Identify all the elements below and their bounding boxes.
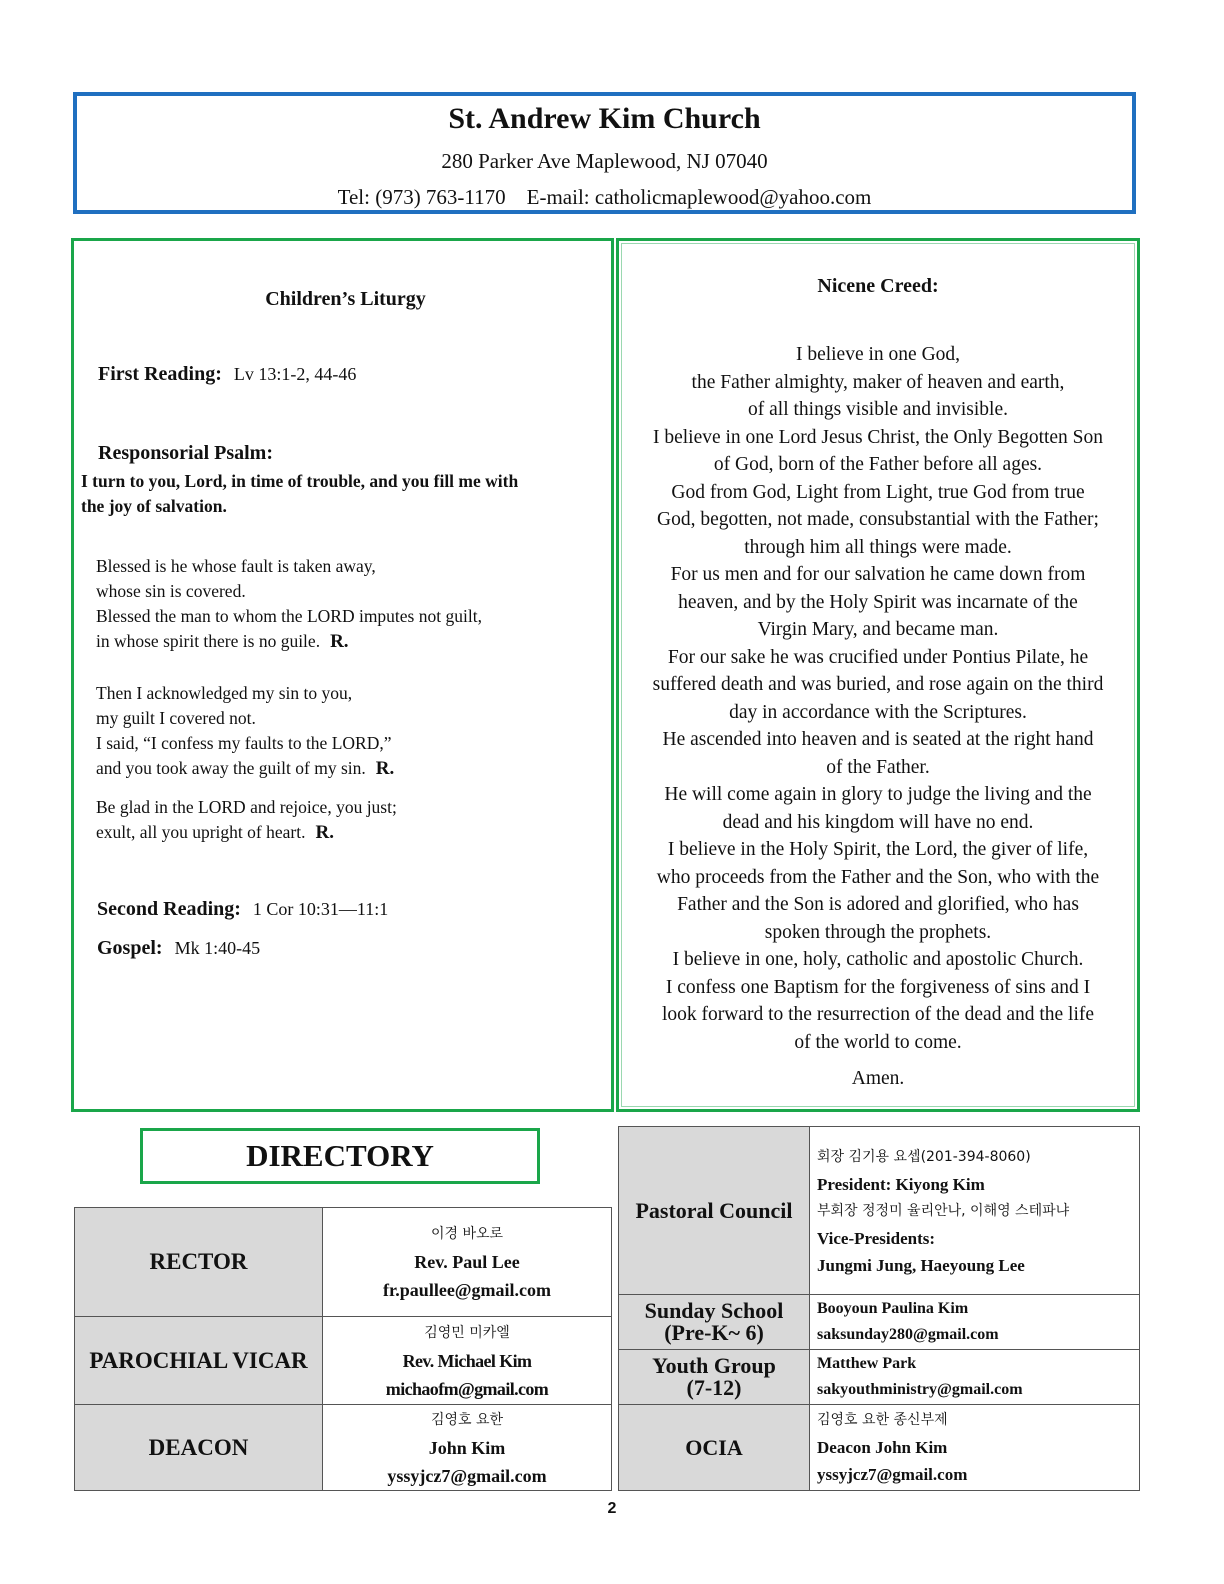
- table-row: [619, 1127, 1140, 1295]
- church-address: 280 Parker Ave Maplewood, NJ 07040: [441, 149, 768, 173]
- table-row: [619, 1350, 1140, 1405]
- contact-email: saksunday280@gmail.com: [817, 1326, 999, 1343]
- psalm-line: [96, 820, 397, 845]
- korean-name: 부회장 정정미 율리안나, 이해영 스테파냐: [817, 1203, 1070, 1219]
- nicene-creed-box: [616, 238, 1140, 1112]
- gospel-ref: Mk 1:40-45: [174, 938, 261, 958]
- contact-cell: [810, 1295, 1140, 1350]
- directory-clergy-table: [74, 1207, 612, 1491]
- creed-line: Father and the Son is adored and glorified, who has: [677, 894, 1079, 915]
- contact-name: Deacon John Kim: [817, 1438, 948, 1457]
- contact-line: Jungmi Jung, Haeyoung Lee: [817, 1256, 1025, 1275]
- response-mark: R.: [330, 631, 349, 652]
- creed-amen: Amen.: [851, 1068, 905, 1089]
- role-label: Sunday School: [644, 1298, 784, 1323]
- role-deacon: DEACON: [75, 1405, 323, 1491]
- creed-line: I believe in the Holy Spirit, the Lord, the giver of life,: [667, 839, 1089, 860]
- contact-name: John Kim: [428, 1437, 506, 1458]
- creed-line: spoken through the prophets.: [764, 921, 992, 943]
- creed-line: dead and his kingdom will have no end.: [722, 811, 1034, 833]
- creed-line: He will come again in glory to judge the living and the: [664, 784, 1092, 805]
- contact-cell: [323, 1405, 612, 1491]
- creed-line: through him all things were made.: [744, 536, 1012, 558]
- psalm-stanza-1: [96, 554, 482, 654]
- first-reading: [98, 363, 356, 386]
- gospel-label: Gospel:: [97, 937, 163, 959]
- directory-heading: DIRECTORY: [140, 1128, 540, 1184]
- contact-email: yssyjcz7@gmail.com: [387, 1465, 547, 1486]
- psalm-line: my guilt I covered not.: [96, 708, 256, 728]
- korean-name: 김영호 요한: [430, 1411, 504, 1428]
- role-sublabel: (7-12): [686, 1375, 742, 1400]
- creed-line: He ascended into heaven and is seated at the right hand: [662, 729, 1094, 750]
- psalm-line: Then I acknowledged my sin to you,: [96, 683, 353, 703]
- creed-line: day in accordance with the Scriptures.: [729, 701, 1027, 723]
- role-sunday-school: [619, 1295, 810, 1350]
- gospel: [97, 937, 260, 960]
- creed-line: look forward to the resurrection of the dead and the life: [661, 1004, 1095, 1025]
- psalm-response: [81, 469, 518, 519]
- psalm-stanza-2: [96, 681, 394, 781]
- creed-title: Nicene Creed:: [817, 275, 939, 297]
- role-rector: RECTOR: [75, 1208, 323, 1317]
- role-pastoral-council: Pastoral Council: [619, 1127, 810, 1295]
- creed-line: God, begotten, not made, consubstantial with the Father;: [657, 509, 1099, 530]
- creed-line: of the Father.: [826, 756, 930, 778]
- second-reading-label: Second Reading:: [97, 898, 241, 920]
- creed-line: the Father almighty, maker of heaven and earth,: [691, 371, 1065, 393]
- psalm-line: Be glad in the LORD and rejoice, you just;: [96, 797, 397, 817]
- creed-line: of the world to come.: [794, 1031, 962, 1053]
- contact-cell: [810, 1350, 1140, 1405]
- table-row: [75, 1208, 612, 1317]
- psalm-stanza-3: [96, 795, 397, 845]
- psalm-line: whose sin is covered.: [96, 581, 246, 601]
- creed-line: God from God, Light from Light, true God from true: [671, 481, 1085, 503]
- creed-line: Virgin Mary, and became man.: [757, 619, 999, 640]
- contact-line: President: Kiyong Kim: [817, 1175, 985, 1194]
- liturgy-title: Children’s Liturgy: [265, 288, 426, 310]
- creed-line: I believe in one, holy, catholic and apostolic Church.: [672, 949, 1084, 970]
- first-reading-label: First Reading:: [98, 363, 222, 385]
- korean-name: 김영민 미카엘: [424, 1324, 510, 1341]
- table-row: [619, 1295, 1140, 1350]
- psalm-line: [96, 756, 394, 781]
- creed-text: [619, 341, 1137, 1056]
- contact-email: fr.paullee@gmail.com: [382, 1280, 552, 1300]
- creed-line: For our sake he was crucified under Pontius Pilate, he: [667, 646, 1089, 668]
- second-reading: [97, 898, 388, 921]
- contact-name: Rev. Michael Kim: [402, 1350, 532, 1371]
- creed-line: suffered death and was buried, and rose again on the third: [652, 674, 1104, 695]
- contact-email: michaofm@gmail.com: [385, 1378, 549, 1399]
- role-sublabel: (Pre-K~ 6): [664, 1320, 764, 1345]
- childrens-liturgy-box: [71, 238, 614, 1112]
- contact-cell: [323, 1317, 612, 1405]
- response-mark: R.: [315, 822, 334, 843]
- contact-name: Matthew Park: [817, 1355, 917, 1372]
- creed-line: who proceeds from the Father and the Son, who with the: [656, 866, 1100, 888]
- table-row: [75, 1405, 612, 1491]
- korean-name: 회장 김기용 요셉(201-394-8060): [817, 1149, 1031, 1165]
- psalm-line-text: in whose spirit there is no guile.: [96, 631, 321, 651]
- korean-name: 이경 바오로: [430, 1226, 504, 1242]
- directory-ministries-table: [618, 1126, 1140, 1491]
- creed-line: I believe in one God,: [795, 344, 961, 365]
- role-ocia: OCIA: [619, 1405, 810, 1491]
- psalm-response-line: I turn to you, Lord, in time of trouble, and you fill me with: [81, 471, 519, 491]
- contact-name: Booyoun Paulina Kim: [817, 1300, 969, 1317]
- creed-line: I confess one Baptism for the forgiveness of sins and I: [665, 976, 1091, 998]
- second-reading-ref: 1 Cor 10:31—11:1: [252, 899, 389, 919]
- creed-line: I believe in one Lord Jesus Christ, the Only Begotten Son: [652, 426, 1104, 448]
- creed-line: of all things visible and invisible.: [748, 399, 1008, 420]
- role-youth-group: [619, 1350, 810, 1405]
- contact-cell: [810, 1127, 1140, 1295]
- creed-line: heaven, and by the Holy Spirit was incarnate of the: [678, 591, 1078, 613]
- role-label: Youth Group: [652, 1353, 776, 1378]
- contact-line: Vice-Presidents:: [817, 1229, 936, 1248]
- contact-email: sakyouthministry@gmail.com: [817, 1381, 1023, 1398]
- contact-cell: [810, 1405, 1140, 1491]
- psalm-response-line: the joy of salvation.: [81, 496, 227, 516]
- table-row: [619, 1405, 1140, 1491]
- creed-line: For us men and for our salvation he came down from: [670, 564, 1086, 585]
- psalm-line-text: and you took away the guilt of my sin.: [96, 758, 366, 778]
- psalm-line-text: exult, all you upright of heart.: [96, 822, 306, 842]
- psalm-line: Blessed the man to whom the LORD imputes not guilt,: [96, 606, 482, 626]
- role-parochial-vicar: PAROCHIAL VICAR: [75, 1317, 323, 1405]
- korean-name: 김영호 요한 종신부제: [817, 1412, 948, 1428]
- table-row: [75, 1317, 612, 1405]
- church-contact: Tel: (973) 763-1170 E-mail: catholicmaplewood@yahoo.com: [337, 185, 872, 209]
- creed-line: of God, born of the Father before all ages.: [713, 454, 1043, 475]
- psalm-line: [96, 629, 482, 654]
- response-mark: R.: [375, 758, 395, 779]
- psalm-line: Blessed is he whose fault is taken away,: [96, 556, 376, 576]
- contact-name: Rev. Paul Lee: [414, 1252, 520, 1272]
- contact-cell: [323, 1208, 612, 1317]
- contact-line: [817, 1142, 1139, 1171]
- page-number: 2: [607, 1500, 617, 1517]
- contact-email: yssyjcz7@gmail.com: [817, 1465, 968, 1484]
- first-reading-ref: Lv 13:1-2, 44-46: [233, 364, 357, 384]
- church-header: [73, 92, 1136, 214]
- psalm-label: Responsorial Psalm:: [98, 442, 273, 464]
- psalm-line: I said, “I confess my faults to the LORD,”: [96, 733, 392, 753]
- church-name: St. Andrew Kim Church: [448, 102, 761, 135]
